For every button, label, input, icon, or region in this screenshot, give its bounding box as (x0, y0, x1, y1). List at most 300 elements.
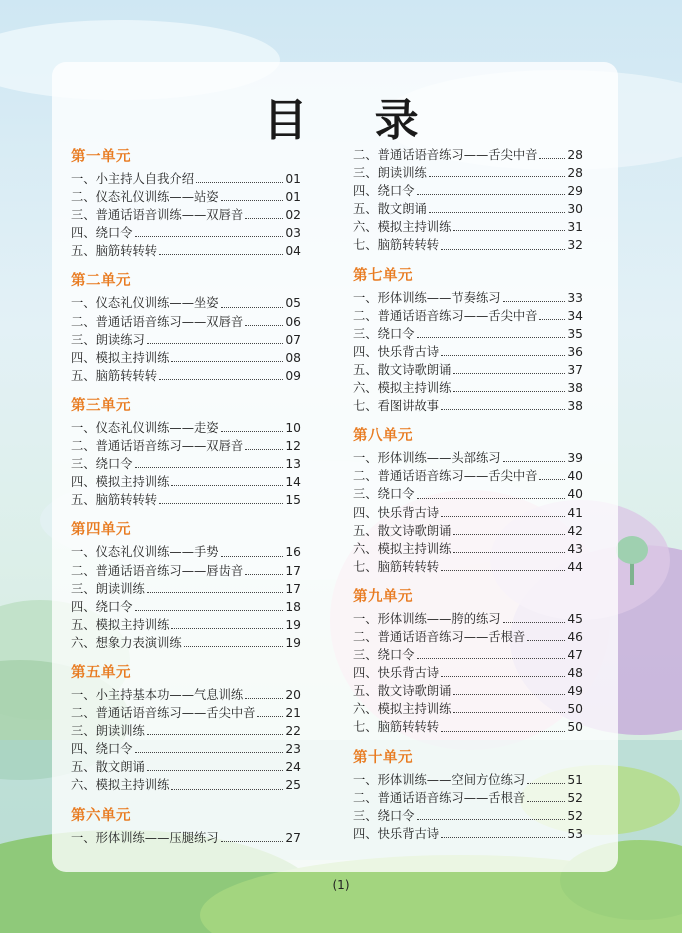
entry-number: 四、 (353, 184, 378, 199)
leader-dots (441, 516, 565, 517)
entry-page-number: 40 (567, 487, 583, 502)
leader-dots (441, 355, 565, 356)
leader-dots (453, 694, 565, 695)
leader-dots (221, 307, 284, 308)
entry-number: 六、 (353, 702, 378, 717)
entry-page-number: 50 (567, 720, 583, 735)
entry-number: 四、 (71, 350, 96, 365)
entry-title: 脑筋转转转 (95, 368, 158, 383)
toc-entry[interactable] (353, 289, 583, 307)
entry-number: 四、 (353, 344, 378, 359)
entry-number: 三、 (353, 648, 378, 663)
entry-page-number: 48 (567, 666, 583, 681)
entry-title: 模拟主持训练 (377, 381, 452, 396)
entry-page-number: 25 (285, 778, 301, 793)
entry-number: 三、 (71, 724, 96, 739)
entry-number: 七、 (353, 720, 378, 735)
leader-dots (441, 837, 565, 838)
toc-entry[interactable] (353, 718, 583, 736)
toc-entry[interactable] (353, 343, 583, 361)
entry-title: 模拟主持训练 (95, 350, 170, 365)
entry-page-number: 52 (567, 790, 583, 805)
toc-entry[interactable] (71, 224, 301, 242)
toc-entry[interactable] (353, 236, 583, 254)
leader-dots (171, 361, 283, 362)
entry-title: 绕口令 (95, 599, 133, 614)
entry-title: 散文朗诵 (95, 760, 145, 775)
entry-page-number: 51 (567, 772, 583, 787)
entry-number: 四、 (71, 475, 96, 490)
entry-number: 二、 (353, 790, 378, 805)
entry-page-number: 04 (285, 244, 301, 259)
toc-entry[interactable] (353, 610, 583, 628)
leader-dots (221, 841, 284, 842)
entry-title: 仪态礼仪训练——坐姿 (95, 296, 219, 311)
toc-entry[interactable] (71, 473, 301, 491)
unit-heading: 第十单元 (353, 749, 413, 766)
leader-dots (453, 391, 565, 392)
entry-page-number: 02 (285, 208, 301, 223)
entry-page-number: 19 (285, 635, 301, 650)
toc-entry[interactable] (353, 504, 583, 522)
leader-dots (527, 801, 565, 802)
leader-dots (221, 556, 284, 557)
entry-number: 四、 (71, 226, 96, 241)
entry-page-number: 34 (567, 308, 583, 323)
entry-title: 普通话语音练习——舌尖中音 (377, 308, 538, 323)
toc-entry[interactable] (353, 807, 583, 825)
entry-number: 四、 (71, 742, 96, 757)
toc-entry[interactable] (353, 682, 583, 700)
entry-title: 模拟主持训练 (377, 220, 452, 235)
unit-heading: 第二单元 (71, 273, 131, 290)
entry-page-number: 10 (285, 420, 301, 435)
leader-dots (417, 819, 566, 820)
page-number: (1) (332, 878, 350, 892)
entry-page-number: 23 (285, 742, 301, 757)
leader-dots (503, 301, 566, 302)
toc-entry[interactable] (71, 562, 301, 580)
unit-heading: 第五单元 (71, 664, 131, 681)
entry-page-number: 12 (285, 439, 301, 454)
entry-page-number: 08 (285, 350, 301, 365)
leader-dots (171, 628, 283, 629)
toc-entry[interactable] (353, 325, 583, 343)
toc-entry[interactable] (353, 789, 583, 807)
entry-number: 四、 (353, 505, 378, 520)
entry-title: 绕口令 (377, 487, 415, 502)
toc-entry[interactable] (71, 704, 301, 722)
leader-dots (539, 479, 565, 480)
entry-page-number: 33 (567, 290, 583, 305)
entry-number: 三、 (353, 326, 378, 341)
entry-number: 一、 (353, 611, 378, 626)
entry-title: 普通话语音练习——舌尖中音 (95, 706, 256, 721)
entry-page-number: 24 (285, 760, 301, 775)
entry-page-number: 49 (567, 684, 583, 699)
leader-dots (453, 712, 565, 713)
entry-page-number: 06 (285, 314, 301, 329)
entry-number: 一、 (71, 296, 96, 311)
leader-dots (135, 752, 284, 753)
entry-number: 二、 (71, 190, 96, 205)
toc-entry[interactable] (353, 218, 583, 236)
entry-number: 四、 (71, 599, 96, 614)
entry-title: 模拟主持训练 (377, 541, 452, 556)
entry-number: 四、 (353, 666, 378, 681)
leader-dots (527, 783, 565, 784)
entry-number: 六、 (353, 541, 378, 556)
entry-page-number: 19 (285, 617, 301, 632)
toc-entry[interactable] (71, 206, 301, 224)
entry-page-number: 28 (567, 148, 583, 162)
entry-page-number: 16 (285, 545, 301, 560)
entry-title: 模拟主持训练 (95, 778, 170, 793)
toc-entry[interactable] (353, 540, 583, 558)
entry-number: 一、 (353, 290, 378, 305)
entry-number: 五、 (71, 244, 96, 259)
leader-dots (135, 467, 284, 468)
toc-entry[interactable] (71, 776, 301, 794)
toc-entry[interactable] (71, 242, 301, 260)
entry-page-number: 05 (285, 296, 301, 311)
entry-title: 普通话语音练习——舌根音 (377, 629, 526, 644)
entry-page-number: 39 (567, 451, 583, 466)
toc-entry[interactable] (353, 467, 583, 485)
toc-entry[interactable] (353, 397, 583, 415)
entry-title: 快乐背古诗 (377, 344, 440, 359)
leader-dots (453, 373, 565, 374)
entry-page-number: 44 (567, 559, 583, 574)
toc-entry[interactable] (353, 200, 583, 218)
entry-title: 模拟主持训练 (95, 475, 170, 490)
toc-entry[interactable] (353, 664, 583, 682)
unit-heading: 第四单元 (71, 522, 131, 539)
entry-number: 一、 (71, 830, 96, 845)
entry-number: 六、 (353, 220, 378, 235)
toc-entry[interactable] (71, 686, 301, 704)
entry-title: 散文诗歌朗诵 (377, 523, 452, 538)
entry-number: 一、 (71, 545, 96, 560)
toc-entry[interactable] (71, 170, 301, 188)
entry-title: 普通话语音练习——双唇音 (95, 439, 244, 454)
toc-entry[interactable] (71, 740, 301, 758)
entry-page-number: 42 (567, 523, 583, 538)
entry-number: 一、 (71, 687, 96, 702)
leader-dots (135, 610, 284, 611)
entry-title: 散文诗歌朗诵 (377, 684, 452, 699)
entry-title: 形体训练——胯的练习 (377, 611, 501, 626)
toc-entry[interactable] (71, 331, 301, 349)
toc-entry[interactable] (71, 829, 301, 847)
entry-page-number: 18 (285, 599, 301, 614)
entry-page-number: 35 (567, 326, 583, 341)
entry-title: 普通话语音练习——双唇音 (95, 314, 244, 329)
toc-entry[interactable] (71, 437, 301, 455)
entry-page-number: 07 (285, 332, 301, 347)
entry-title: 普通话语音练习——舌尖中音 (377, 469, 538, 484)
entry-page-number: 21 (285, 706, 301, 721)
entry-title: 看图讲故事 (377, 399, 440, 414)
toc-entry[interactable] (71, 313, 301, 331)
toc-entry[interactable] (71, 616, 301, 634)
entry-page-number: 01 (285, 190, 301, 205)
toc-entry[interactable] (353, 771, 583, 789)
entry-number: 五、 (71, 617, 96, 632)
entry-page-number: 38 (567, 381, 583, 396)
entry-title: 快乐背古诗 (377, 505, 440, 520)
entry-page-number: 30 (567, 202, 583, 217)
entry-number: 五、 (353, 202, 378, 217)
leader-dots (221, 431, 284, 432)
entry-title: 普通话语音训练——双唇音 (95, 208, 244, 223)
entry-title: 普通话语音练习——舌根音 (377, 790, 526, 805)
entry-page-number: 46 (567, 629, 583, 644)
leader-dots (245, 218, 283, 219)
toc-entry[interactable] (353, 449, 583, 467)
entry-title: 绕口令 (95, 226, 133, 241)
entry-page-number: 13 (285, 457, 301, 472)
unit-heading: 第九单元 (353, 588, 413, 605)
entry-number: 二、 (71, 706, 96, 721)
entry-number: 一、 (353, 451, 378, 466)
entry-title: 绕口令 (377, 648, 415, 663)
leader-dots (147, 734, 284, 735)
entry-title: 脑筋转转转 (377, 559, 440, 574)
toc-entry[interactable] (353, 485, 583, 503)
entry-number: 二、 (353, 629, 378, 644)
leader-dots (527, 640, 565, 641)
toc-entry[interactable] (71, 634, 301, 652)
leader-dots (417, 658, 566, 659)
leader-dots (245, 698, 283, 699)
leader-dots (245, 574, 283, 575)
entry-page-number: 52 (567, 808, 583, 823)
entry-number: 二、 (71, 439, 96, 454)
entry-title: 脑筋转转转 (95, 244, 158, 259)
leader-dots (135, 236, 284, 237)
entry-number: 一、 (71, 172, 96, 186)
entry-page-number: 45 (567, 611, 583, 626)
entry-title: 想象力表演训练 (95, 635, 182, 650)
entry-page-number: 22 (285, 724, 301, 739)
entry-title: 形体训练——压腿练习 (95, 830, 219, 845)
entry-title: 模拟主持训练 (95, 617, 170, 632)
entry-title: 小主持人自我介绍 (95, 172, 194, 186)
toc-entry[interactable] (71, 188, 301, 206)
entry-page-number: 15 (285, 493, 301, 508)
entry-number: 二、 (71, 314, 96, 329)
entry-page-number: 41 (567, 505, 583, 520)
entry-title: 朗读训练 (95, 724, 145, 739)
entry-title: 脑筋转转转 (377, 238, 440, 253)
unit-heading: 第七单元 (353, 267, 413, 284)
leader-dots (503, 622, 566, 623)
entry-number: 二、 (71, 563, 96, 578)
entry-number: 六、 (353, 381, 378, 396)
entry-page-number: 32 (567, 238, 583, 253)
toc-entry[interactable] (353, 379, 583, 397)
entry-title: 快乐背古诗 (377, 666, 440, 681)
toc-entry[interactable] (353, 628, 583, 646)
leader-dots (196, 182, 283, 183)
toc-entry[interactable] (71, 367, 301, 385)
entry-page-number: 40 (567, 469, 583, 484)
toc-entry[interactable] (353, 558, 583, 576)
entry-page-number: 20 (285, 687, 301, 702)
entry-title: 绕口令 (95, 742, 133, 757)
entry-number: 五、 (353, 362, 378, 377)
toc-entry[interactable] (353, 825, 583, 843)
toc-entry[interactable] (71, 455, 301, 473)
entry-title: 散文诗歌朗诵 (377, 362, 452, 377)
entry-number: 三、 (71, 581, 96, 596)
entry-title: 仪态礼仪训练——走姿 (95, 420, 219, 435)
leader-dots (441, 676, 565, 677)
toc-entry[interactable] (71, 598, 301, 616)
entry-number: 二、 (353, 469, 378, 484)
entry-title: 形体训练——头部练习 (377, 451, 501, 466)
entry-page-number: 31 (567, 220, 583, 235)
toc-entry[interactable] (353, 182, 583, 200)
entry-page-number: 47 (567, 648, 583, 663)
leader-dots (539, 319, 565, 320)
toc-entry[interactable] (353, 164, 583, 182)
leader-dots (257, 716, 283, 717)
toc-entry[interactable] (353, 700, 583, 718)
entry-number: 七、 (353, 238, 378, 253)
leader-dots (417, 337, 566, 338)
toc-entry[interactable] (71, 580, 301, 598)
entry-title: 仪态礼仪训练——手势 (95, 545, 219, 560)
unit-heading: 第八单元 (353, 428, 413, 445)
toc-entry[interactable] (71, 758, 301, 776)
toc-entry[interactable] (71, 294, 301, 312)
entry-page-number: 29 (567, 184, 583, 199)
leader-dots (429, 176, 566, 177)
leader-dots (441, 409, 565, 410)
entry-number: 二、 (353, 308, 378, 323)
toc-entry[interactable] (71, 491, 301, 509)
toc-entry[interactable] (71, 722, 301, 740)
entry-title: 绕口令 (377, 808, 415, 823)
page-title: 目 录 (263, 95, 445, 146)
entry-number: 五、 (353, 684, 378, 699)
leader-dots (441, 731, 565, 732)
entry-number: 三、 (71, 332, 96, 347)
leader-dots (539, 158, 565, 159)
entry-number: 三、 (353, 487, 378, 502)
entry-number: 一、 (71, 420, 96, 435)
entry-title: 朗读练习 (95, 332, 145, 347)
entry-number: 五、 (71, 493, 96, 508)
entry-title: 形体训练——节奏练习 (377, 290, 501, 305)
leader-dots (453, 230, 565, 231)
entry-title: 绕口令 (377, 326, 415, 341)
unit-heading: 第三单元 (71, 397, 131, 414)
entry-title: 朗读训练 (377, 166, 427, 181)
entry-page-number: 36 (567, 344, 583, 359)
entry-number: 五、 (353, 523, 378, 538)
leader-dots (429, 212, 566, 213)
leader-dots (417, 194, 566, 195)
toc-column-left (71, 146, 301, 847)
leader-dots (184, 646, 284, 647)
entry-number: 一、 (353, 772, 378, 787)
entry-number: 六、 (71, 635, 96, 650)
entry-page-number: 43 (567, 541, 583, 556)
leader-dots (221, 200, 284, 201)
entry-page-number: 28 (567, 166, 583, 181)
toc-entry[interactable] (353, 646, 583, 664)
leader-dots (441, 570, 565, 571)
unit-heading: 第六单元 (71, 807, 131, 824)
entry-title: 绕口令 (377, 184, 415, 199)
entry-title: 朗读训练 (95, 581, 145, 596)
toc-entry[interactable] (353, 307, 583, 325)
leader-dots (159, 503, 283, 504)
entry-number: 三、 (353, 166, 378, 181)
entry-number: 七、 (353, 559, 378, 574)
toc-entry[interactable] (353, 146, 583, 164)
entry-number: 四、 (353, 826, 378, 841)
leader-dots (503, 461, 566, 462)
entry-title: 绕口令 (95, 457, 133, 472)
leader-dots (453, 552, 565, 553)
toc-entry[interactable] (353, 361, 583, 379)
entry-page-number: 03 (285, 226, 301, 241)
unit-heading: 第一单元 (71, 149, 131, 165)
entry-page-number: 14 (285, 475, 301, 490)
entry-page-number: 01 (285, 172, 301, 186)
entry-title: 普通话语音练习——舌尖中音 (377, 148, 538, 162)
leader-dots (171, 789, 283, 790)
leader-dots (147, 343, 284, 344)
toc-entry[interactable] (71, 349, 301, 367)
entry-title: 小主持基本功——气息训练 (95, 687, 244, 702)
entry-page-number: 37 (567, 362, 583, 377)
entry-title: 模拟主持训练 (377, 702, 452, 717)
entry-number: 七、 (353, 399, 378, 414)
leader-dots (245, 325, 283, 326)
entry-title: 普通话语音练习——唇齿音 (95, 563, 244, 578)
entry-page-number: 38 (567, 399, 583, 414)
toc-entry[interactable] (353, 522, 583, 540)
toc-column-right (353, 146, 583, 843)
leader-dots (245, 449, 283, 450)
entry-number: 二、 (353, 148, 378, 162)
leader-dots (171, 485, 283, 486)
entry-title: 快乐背古诗 (377, 826, 440, 841)
entry-number: 三、 (353, 808, 378, 823)
entry-title: 脑筋转转转 (95, 493, 158, 508)
entry-page-number: 17 (285, 581, 301, 596)
leader-dots (417, 498, 566, 499)
leader-dots (453, 534, 565, 535)
entry-page-number: 53 (567, 826, 583, 841)
leader-dots (441, 249, 565, 250)
toc-entry[interactable] (71, 419, 301, 437)
entry-page-number: 50 (567, 702, 583, 717)
entry-number: 六、 (71, 778, 96, 793)
leader-dots (159, 254, 283, 255)
entry-title: 形体训练——空间方位练习 (377, 772, 526, 787)
entry-number: 五、 (71, 368, 96, 383)
entry-title: 仪态礼仪训练——站姿 (95, 190, 219, 205)
entry-number: 三、 (71, 208, 96, 223)
leader-dots (147, 770, 284, 771)
toc-entry[interactable] (71, 543, 301, 561)
